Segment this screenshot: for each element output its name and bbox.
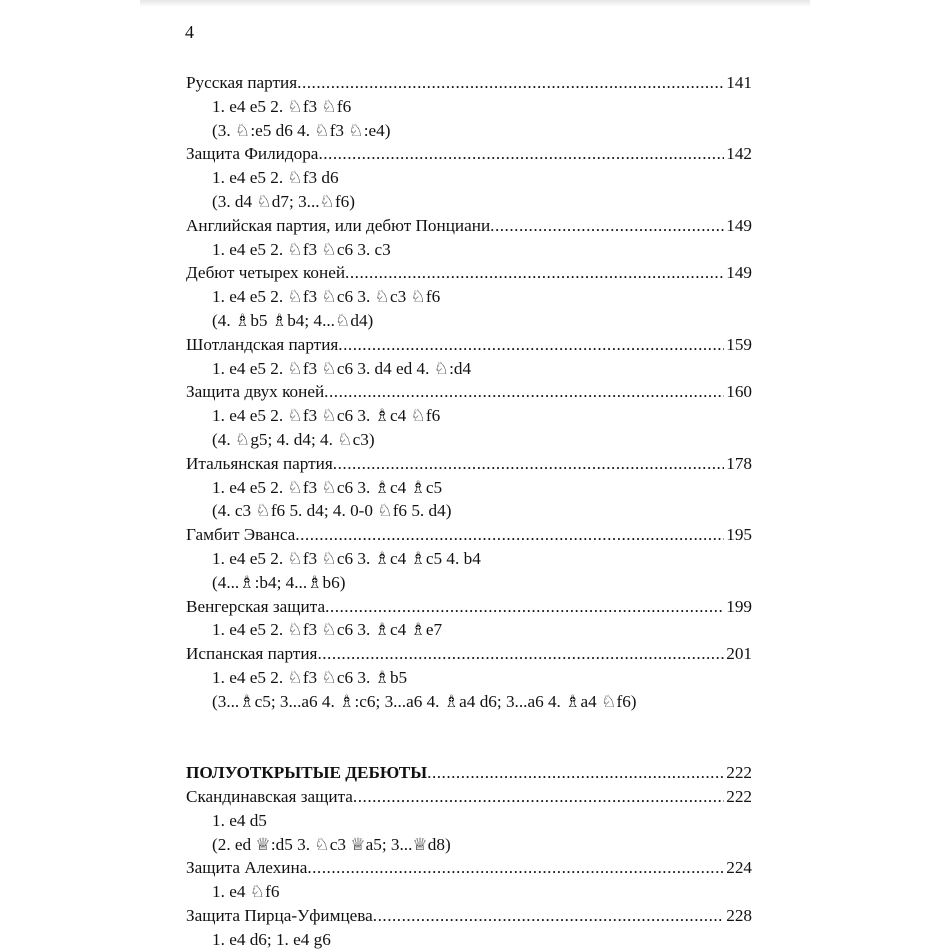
- entry-moves: 1. e4 e5 2. ♘f3 ♘c6 3. d4 ed 4. ♘:d4: [212, 358, 472, 378]
- entry-moves: (2. ed ♕:d5 3. ♘c3 ♕a5; 3...♕d8): [212, 834, 451, 854]
- entry-page-number: 159: [726, 334, 752, 354]
- toc-entry[interactable]: [186, 71, 752, 95]
- entry-moves: 1. e4 e5 2. ♘f3 ♘c6 3. ♘c3 ♘f6: [212, 287, 441, 307]
- leader-dots: [324, 380, 724, 404]
- entry-moves: 1. e4 e5 2. ♘f3 ♘c6 3. c3: [212, 239, 391, 259]
- entry-moves: 1. e4 ♘f6: [212, 882, 280, 902]
- entry-moves: 1. e4 e5 2. ♘f3 ♘c6 3. ♗c4 ♗c5 4. b4: [212, 548, 481, 568]
- leader-dots: [490, 214, 724, 238]
- entry-page-number: 160: [726, 382, 752, 402]
- section-spacer: [186, 714, 752, 762]
- page-top-shadow: [140, 0, 810, 7]
- entry-moves: (4. ♘g5; 4. d4; 4. ♘c3): [212, 429, 375, 449]
- entry-page-number: 199: [726, 596, 752, 616]
- leader-dots: [333, 452, 724, 476]
- entry-title: Испанская партия: [186, 644, 318, 664]
- page-number: 4: [185, 22, 194, 42]
- toc-entry[interactable]: [186, 452, 752, 476]
- entry-moves: 1. e4 e5 2. ♘f3 ♘c6 3. ♗c4 ♗e7: [212, 620, 443, 640]
- entry-title: Защита Пирца-Уфимцева: [186, 905, 373, 925]
- leader-dots: [338, 333, 724, 357]
- toc-entry[interactable]: [186, 856, 752, 880]
- entry-title: Английская партия, или дебют Понциани: [186, 215, 491, 235]
- entry-page-number: 195: [726, 525, 752, 545]
- entry-moves: 1. e4 e5 2. ♘f3 d6: [212, 168, 339, 188]
- entry-title: Гамбит Эванса: [186, 525, 296, 545]
- toc-entry[interactable]: [186, 333, 752, 357]
- entry-page-number: 142: [726, 144, 752, 164]
- entry-title: Итальянская партия: [186, 453, 333, 473]
- section-heading[interactable]: [186, 761, 752, 785]
- entry-title: Защита Филидора: [186, 144, 319, 164]
- toc-entry[interactable]: [186, 523, 752, 547]
- table-of-contents: [186, 71, 752, 951]
- entry-moves: (3. d4 ♘d7; 3...♘f6): [212, 191, 355, 211]
- entry-moves: (3...♗c5; 3...a6 4. ♗:c6; 3...a6 4. ♗a4 d6; 3...a6 4. ♗a4 ♘f6): [212, 691, 637, 711]
- entry-title: Русская партия: [186, 73, 298, 92]
- entry-title: Шотландская партия: [186, 334, 339, 354]
- entry-page-number: 178: [726, 453, 752, 473]
- entry-title: Дебют четырех коней: [186, 263, 346, 283]
- entry-title: Защита двух коней: [186, 382, 325, 402]
- entry-moves: 1. e4 e5 2. ♘f3 ♘c6 3. ♗c4 ♗c5: [212, 477, 443, 497]
- toc-entry[interactable]: [186, 904, 752, 928]
- toc-entry[interactable]: [186, 642, 752, 666]
- entry-page-number: 224: [726, 858, 752, 878]
- leader-dots: [318, 142, 724, 166]
- toc-entry[interactable]: [186, 380, 752, 404]
- entry-page-number: 222: [726, 786, 752, 806]
- entry-moves: 1. e4 d5: [212, 810, 267, 830]
- entry-page-number: 149: [726, 263, 752, 283]
- leader-dots: [325, 595, 724, 619]
- toc-entry[interactable]: [186, 214, 752, 238]
- entry-page-number: 141: [726, 73, 752, 92]
- entry-moves: 1. e4 e5 2. ♘f3 ♘f6: [212, 96, 352, 116]
- entry-moves: 1. e4 e5 2. ♘f3 ♘c6 3. ♗b5: [212, 667, 408, 687]
- toc-entry[interactable]: [186, 785, 752, 809]
- entry-title: Скандинавская защита: [186, 786, 353, 806]
- entry-moves: 1. e4 e5 2. ♘f3 ♘c6 3. ♗c4 ♘f6: [212, 406, 441, 426]
- entry-page-number: 228: [726, 905, 752, 925]
- toc-entry[interactable]: [186, 261, 752, 285]
- leader-dots: [317, 642, 724, 666]
- entry-moves: (3. ♘:e5 d6 4. ♘f3 ♘:e4): [212, 120, 391, 140]
- toc-entry[interactable]: [186, 595, 752, 619]
- entry-title: Защита Алехина: [186, 858, 308, 878]
- entry-moves: (4...♗:b4; 4...♗b6): [212, 572, 346, 592]
- entry-moves: (4. c3 ♘f6 5. d4; 4. 0-0 ♘f6 5. d4): [212, 501, 452, 521]
- leader-dots: [345, 261, 724, 285]
- entry-page-number: 201: [726, 644, 752, 664]
- entry-moves: (4. ♗b5 ♗b4; 4...♘d4): [212, 310, 374, 330]
- section-heading-page: 222: [726, 763, 752, 783]
- entry-moves: 1. e4 d6; 1. e4 g6: [212, 929, 331, 949]
- leader-dots: [373, 904, 724, 928]
- leader-dots: [307, 856, 724, 880]
- leader-dots: [427, 761, 724, 785]
- entry-page-number: 149: [726, 215, 752, 235]
- entry-title: Венгерская защита: [186, 596, 326, 616]
- leader-dots: [353, 785, 724, 809]
- leader-dots: [297, 71, 724, 95]
- section-heading-title: ПОЛУОТКРЫТЫЕ ДЕБЮТЫ: [186, 763, 428, 783]
- leader-dots: [295, 523, 724, 547]
- toc-entry[interactable]: [186, 142, 752, 166]
